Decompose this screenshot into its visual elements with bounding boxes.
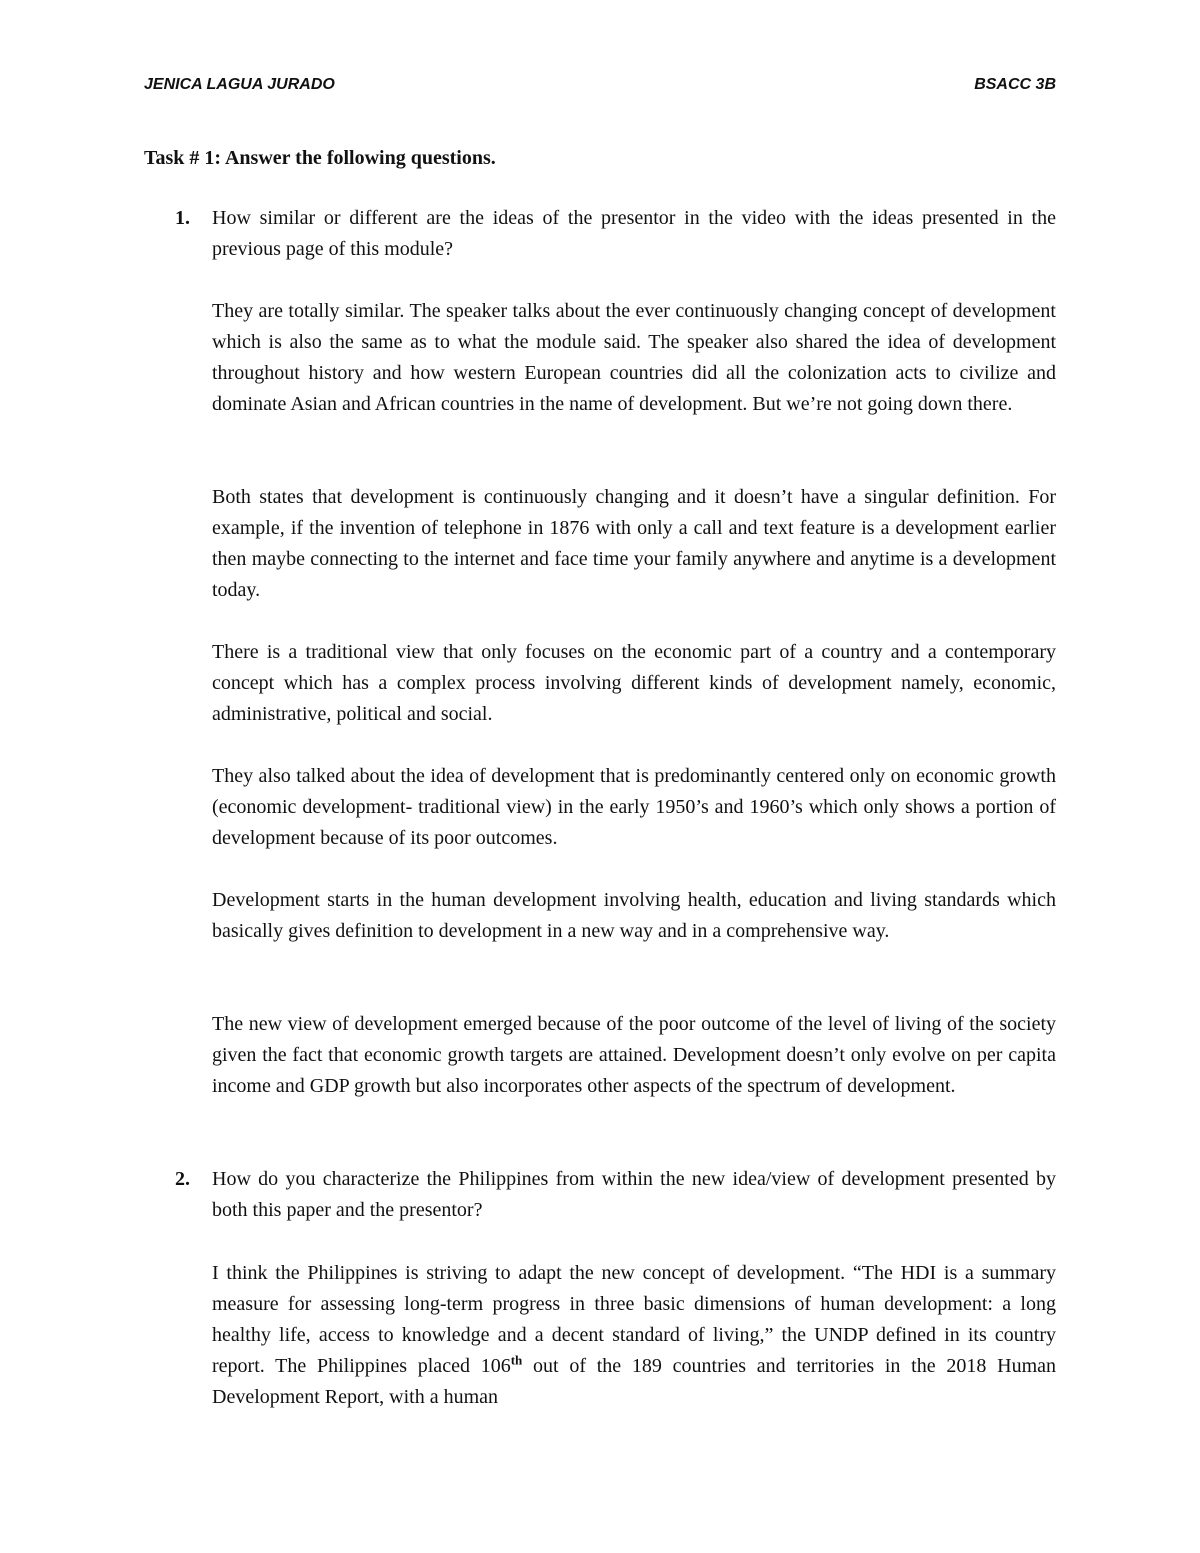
answer-paragraph: There is a traditional view that only focuses on the economic part of a country and a contemporary concept which has a complex process involving different kinds of development namely, economic, administrative, political and social. [212, 641, 1056, 725]
question-1 [144, 203, 1056, 265]
answer-paragraph [212, 1258, 1056, 1413]
answer-paragraph: They also talked about the idea of development that is predominantly centered only on economic growth (economic development- traditional view) in the early 1950’s and 1960’s which only shows a portion of development because of its poor outcomes. [212, 765, 1056, 849]
answer-paragraph: They are totally similar. The speaker talks about the ever continuously changing concept of development which is also the same as to what the module said. The speaker also shared the idea of development throughout history and how western European countries did all the colonization acts to civilize and dominate Asian and African countries in the name of development. But we’re not going down there. [212, 300, 1056, 415]
answer-paragraph: Development starts in the human development involving health, education and living standards which basically gives definition to development in a new way and in a comprehensive way. [212, 889, 1056, 942]
question-text: How similar or different are the ideas of the presentor in the video with the ideas presented in the previous page of this module? [212, 207, 1056, 260]
question-number: 2. [175, 1168, 190, 1190]
student-name: JENICA LAGUA JURADO [144, 76, 335, 93]
task-title: Task # 1: Answer the following questions. [144, 147, 496, 169]
question-number: 1. [175, 207, 190, 229]
answer-paragraph: The new view of development emerged because of the poor outcome of the level of living of the society given the fact that economic growth targets are attained. Development doesn’t only evolve on per capita income and GDP growth but also incorporates other aspects of the spectrum of development. [212, 1013, 1056, 1097]
question-2 [144, 1164, 1056, 1226]
class-section: BSACC 3B [974, 76, 1056, 93]
question-text: How do you characterize the Philippines from within the new idea/view of development presented by both this paper and the presentor? [212, 1168, 1056, 1221]
answer-text-continued: out of the 189 countries and territories in the 2018 Human Development Report, with a human [212, 1355, 1056, 1408]
answer-paragraph: Both states that development is continuously changing and it doesn’t have a singular definition. For example, if the invention of telephone in 1876 with only a call and text feature is a development earlier then maybe connecting to the internet and face time your family anywhere and anytime is a development today. [212, 486, 1056, 601]
answer-text: I think the Philippines is striving to adapt the new concept of development. “The HDI is a summary measure for assessing long-term progress in three basic dimensions of human development: a long healthy life, access to knowledge and a decent standard of living,” the UNDP defined in its country report. The Philippines placed 106 [212, 1262, 1056, 1377]
ordinal-suffix: th [510, 1352, 523, 1368]
